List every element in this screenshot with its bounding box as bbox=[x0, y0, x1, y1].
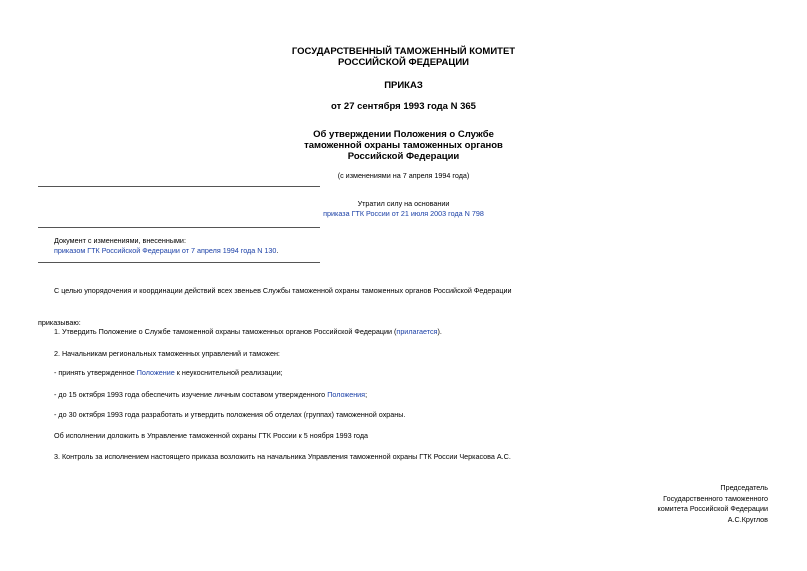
report-instruction: Об исполнении доложить в Управление таможенной охраны ГТК России к 5 ноября 1993 года bbox=[54, 431, 369, 440]
regulation-link-2[interactable]: Положения bbox=[327, 390, 366, 399]
document-type: ПРИКАЗ bbox=[384, 80, 423, 91]
issuing-authority: ГОСУДАРСТВЕННЫЙ ТАМОЖЕННЫЙ КОМИТЕТ РОССИЙСКОЙ ФЕДЕРАЦИИ bbox=[291, 46, 516, 68]
repeal-container bbox=[0, 209, 807, 218]
signature-org: Государственного таможенного bbox=[663, 493, 768, 503]
repeal-link[interactable]: приказа ГТК России от 21 июля 2003 года N 798 bbox=[323, 209, 484, 218]
item-3: 3. Контроль за исполнением настоящего приказа возложить на начальника Управления таможенной охраны ГТК России Черкасова А.С. bbox=[54, 452, 511, 461]
signature-org-2: комитета Российской Федерации bbox=[657, 504, 768, 513]
item-2a bbox=[54, 368, 283, 377]
item-1-text: 1. Утвердить Положение о Службе таможенной охраны таможенных органов Российской Федерации ( bbox=[54, 327, 397, 336]
regulation-link[interactable]: Положение bbox=[136, 368, 175, 377]
item-2b bbox=[54, 390, 367, 399]
item-2b-text: - до 15 октября 1993 года обеспечить изучение личным составом утвержденного bbox=[54, 390, 328, 399]
divider bbox=[38, 186, 320, 187]
amendments-note: (с изменениями на 7 апреля 1994 года) bbox=[337, 171, 470, 180]
document-date-number: от 27 сентября 1993 года N 365 bbox=[331, 101, 476, 112]
signatory-name: А.С.Круглов bbox=[727, 514, 768, 524]
divider bbox=[38, 227, 320, 228]
item-2: 2. Начальникам региональных таможенных управлений и таможен: bbox=[54, 349, 280, 358]
signature-block bbox=[657, 483, 768, 525]
appendix-link[interactable]: прилагается bbox=[396, 327, 438, 336]
orders-label: приказываю: bbox=[38, 318, 81, 327]
signature-title: Председатель bbox=[720, 483, 768, 492]
item-1 bbox=[54, 327, 442, 336]
changes-label: Документ с изменениями, внесенными: bbox=[54, 236, 186, 245]
changes-suffix: . bbox=[276, 246, 279, 255]
item-2c: - до 30 октября 1993 года разработать и утвердить положения об отделах (группах) таможенной охраны. bbox=[54, 410, 406, 419]
preamble: С целью упорядочения и координации действий всех звеньев Службы таможенной охраны таможенных органов Российской Федерации bbox=[54, 286, 512, 295]
changes-line bbox=[54, 246, 278, 255]
repeal-text: Утратил силу на основании bbox=[357, 199, 450, 208]
divider bbox=[38, 262, 320, 263]
item-2a-end: к неукоснительной реализации; bbox=[174, 368, 283, 377]
item-2a-text: - принять утвержденное bbox=[54, 368, 137, 377]
changes-link[interactable]: приказом ГТК Российской Федерации от 7 апреля 1994 года N 130 bbox=[54, 246, 277, 255]
item-1-end: ). bbox=[437, 327, 442, 336]
item-2b-end: ; bbox=[365, 390, 368, 399]
document-subject: Об утверждении Положения о Службе таможенной охраны таможенных органов Российской Федерации bbox=[304, 129, 503, 162]
